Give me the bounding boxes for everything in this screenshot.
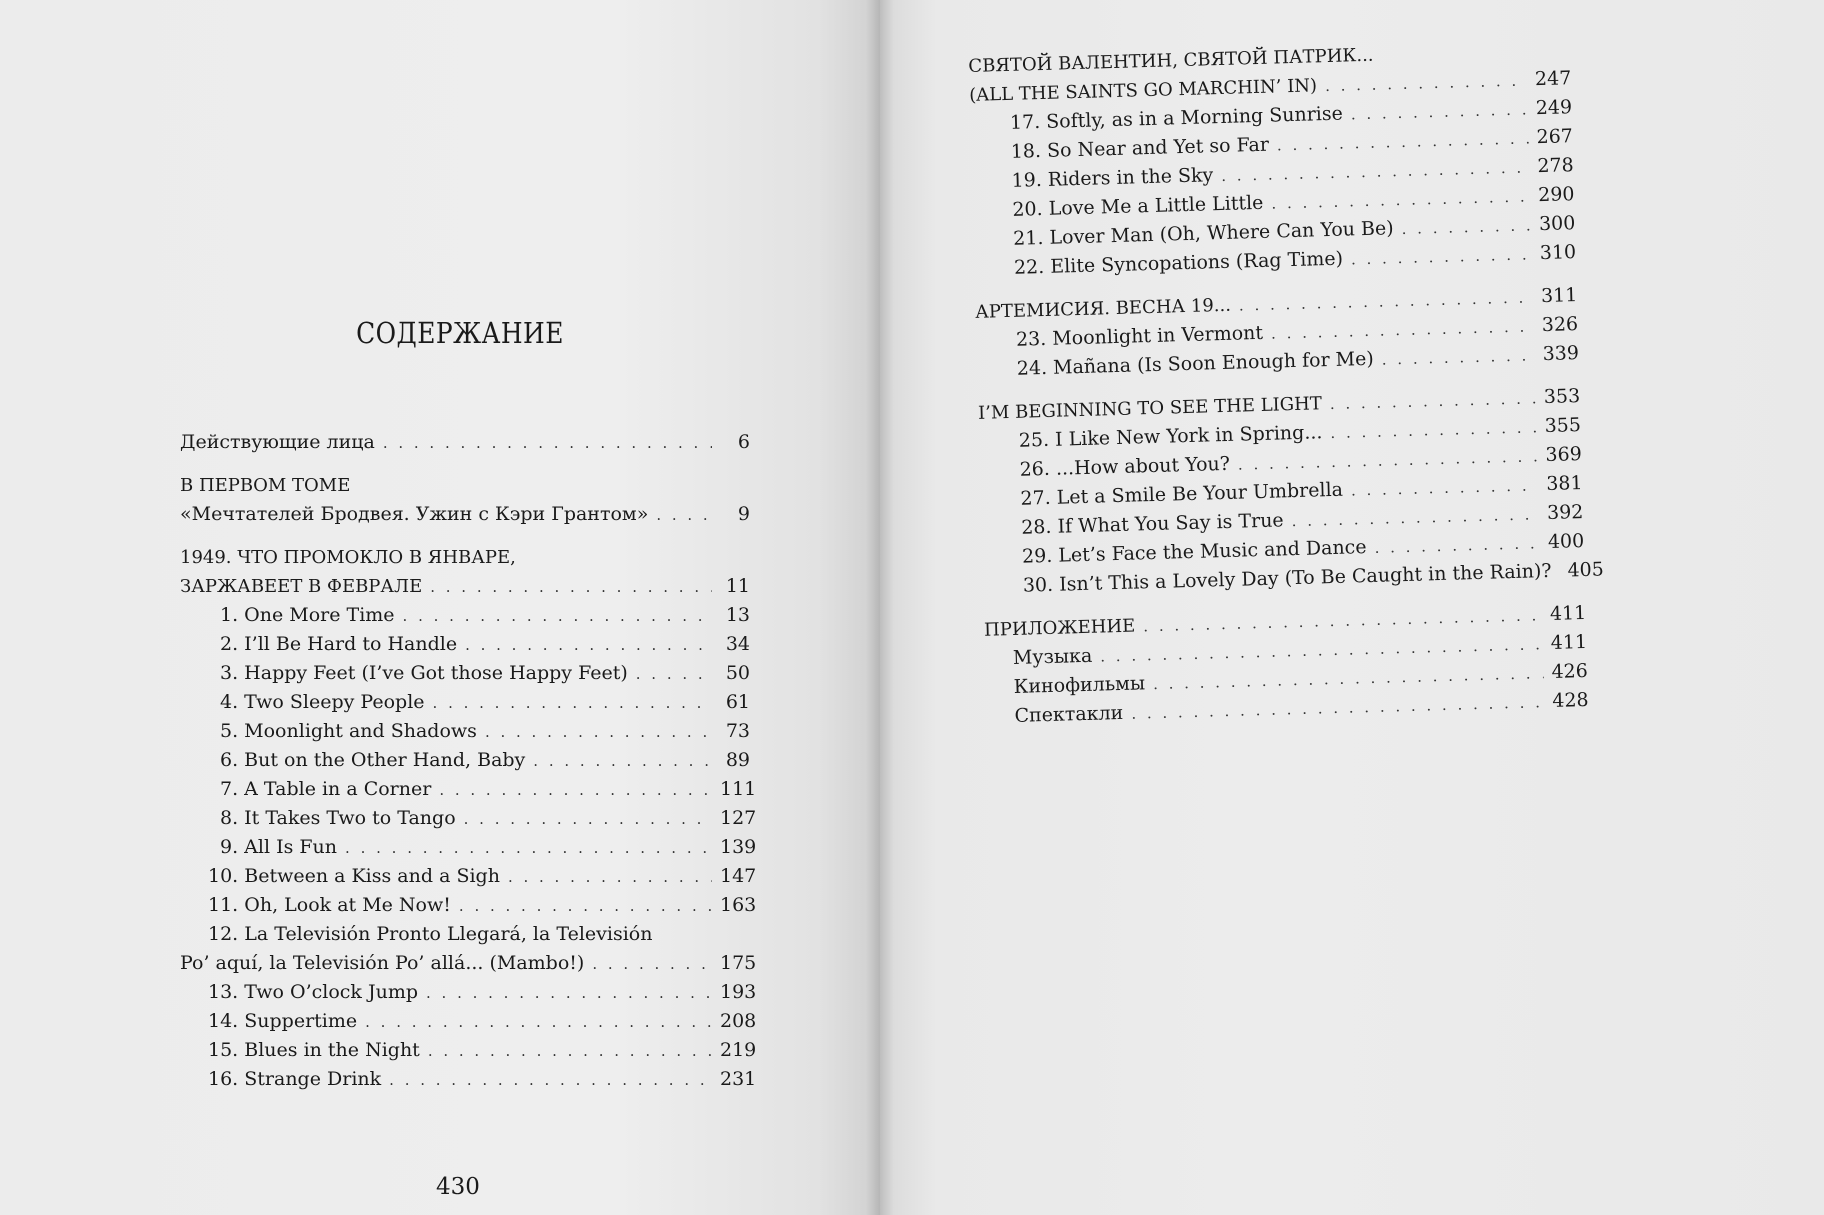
toc-chapter: 23. Moonlight in Vermont . . . 326 — [976, 310, 1573, 356]
toc-section-heading: В ПЕРВОМ ТОМЕ — [180, 475, 351, 496]
toc-section-heading: ПРИЛОЖЕНИЕ . . . 411 — [984, 599, 1581, 645]
toc-chapter: 26. ...How about You? . . . 369 — [979, 440, 1576, 486]
toc-chapter: 22. Elite Syncopations (Rag Time) . . . 310 — [974, 238, 1571, 284]
toc-chapter: 24. Mañana (Is Soon Enough for Me) . . . 339 — [976, 339, 1573, 385]
toc-left-column — [180, 428, 757, 1094]
toc-chapter-continued: Po’ aquí, la Televisión Po’ allá... (Mambo!) . . . 175 — [180, 949, 750, 978]
toc-chapter: 4. Two Sleepy People . . . 61 — [180, 688, 750, 717]
toc-chapter: 13. Two O’clock Jump . . . 193 — [180, 978, 750, 1007]
toc-title: СОДЕРЖАНИЕ — [356, 316, 564, 350]
toc-chapter: 28. If What You Say is True . . . 392 — [981, 498, 1578, 544]
toc-chapter: 7. A Table in a Corner . . . 111 — [180, 775, 750, 804]
toc-chapter: 16. Strange Drink . . . 231 — [180, 1065, 750, 1094]
toc-chapter: 21. Lover Man (Oh, Where Can You Be) . . . 300 — [973, 209, 1570, 255]
toc-chapter: 10. Between a Kiss and a Sigh . . . 147 — [180, 862, 750, 891]
toc-chapter: 20. Love Me a Little Little . . . 290 — [972, 180, 1569, 226]
toc-chapter: 14. Suppertime . . . 208 — [180, 1007, 750, 1036]
toc-chapter: 25. I Like New York in Spring... . . . 355 — [978, 411, 1575, 457]
toc-chapter: 29. Let’s Face the Music and Dance . . . 400 — [982, 527, 1579, 573]
toc-chapter: 18. So Near and Yet so Far . . . 267 — [970, 122, 1567, 168]
toc-appendix-item: Кинофильмы . . . 426 — [985, 657, 1582, 703]
toc-chapter: 3. Happy Feet (I’ve Got those Happy Feet) . . . 50 — [180, 659, 750, 688]
toc-section-heading: 1949. ЧТО ПРОМОКЛО В ЯНВАРЕ, — [180, 547, 516, 568]
toc-chapter: 5. Moonlight and Shadows . . . 73 — [180, 717, 750, 746]
toc-right-column — [968, 35, 1605, 731]
toc-section-heading: (ALL THE SAINTS GO MARCHIN’ IN) . . . 247 — [969, 64, 1566, 110]
toc-chapter: 2. I’ll Be Hard to Handle . . . 34 — [180, 630, 750, 659]
toc-appendix-item: Музыка . . . 411 — [985, 628, 1582, 674]
book-gutter — [866, 0, 894, 1215]
toc-chapter: 17. Softly, as in a Morning Sunrise . . . 249 — [970, 93, 1567, 139]
page-number: 430 — [436, 1174, 480, 1200]
toc-section-heading: I’M BEGINNING TO SEE THE LIGHT . . . 353 — [978, 382, 1575, 428]
toc-chapter: 12. La Televisión Pronto Llegará, la Televisión — [208, 923, 653, 945]
toc-chapter: 1. One More Time . . . 13 — [180, 601, 750, 630]
toc-chapter: 6. But on the Other Hand, Baby . . . 89 — [180, 746, 750, 775]
toc-section-heading: СВЯТОЙ ВАЛЕНТИН, СВЯТОЙ ПАТРИК... — [968, 44, 1374, 77]
toc-chapter: 15. Blues in the Night . . . 219 — [180, 1036, 750, 1065]
toc-section-heading: ЗАРЖАВЕЕТ В ФЕВРАЛЕ . . . 11 — [180, 572, 750, 601]
toc-section-heading: АРТЕМИСИЯ. ВЕСНА 19... . . . 311 — [975, 281, 1572, 327]
toc-chapter: 19. Riders in the Sky . . . 278 — [971, 151, 1568, 197]
toc-entry: Действующие лица . . . 6 — [180, 428, 750, 457]
toc-chapter: 11. Oh, Look at Me Now! . . . 163 — [180, 891, 750, 920]
toc-chapter: 9. All Is Fun . . . 139 — [180, 833, 750, 862]
toc-chapter: 27. Let a Smile Be Your Umbrella . . . 381 — [980, 469, 1577, 515]
toc-appendix-item: Спектакли . . . 428 — [986, 686, 1583, 732]
toc-entry: «Мечтателей Бродвея. Ужин с Кэри Грантом» . . . 9 — [180, 500, 750, 529]
toc-chapter: 8. It Takes Two to Tango . . . 127 — [180, 804, 750, 833]
toc-chapter: 30. Isn’t This a Lovely Day (To Be Caught in the Rain)? . . . 405 — [983, 556, 1580, 602]
